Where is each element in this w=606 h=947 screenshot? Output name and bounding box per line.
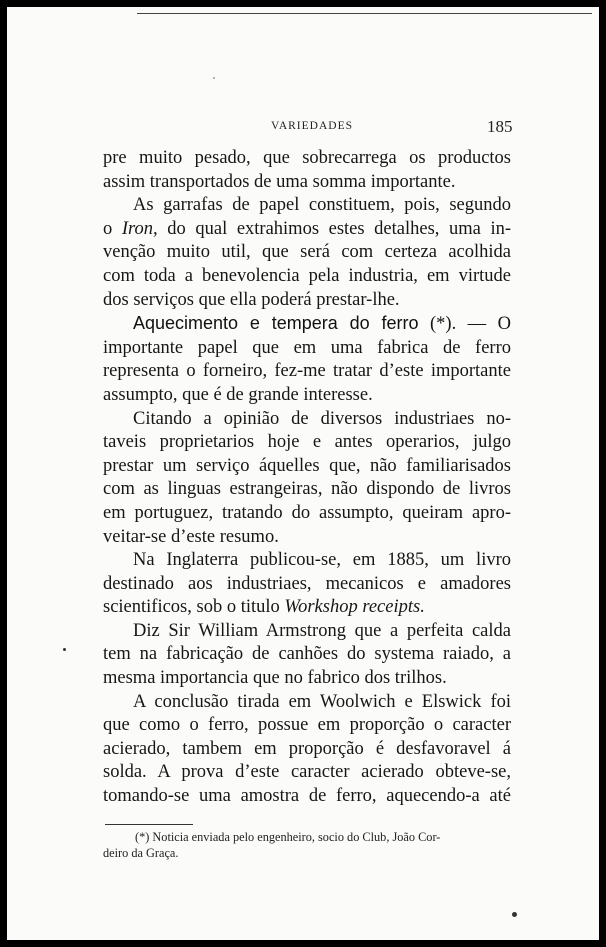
paragraph-2-line: As garrafas de papel constituem, pois, segundo <box>133 195 511 216</box>
paragraph-7-line: tomando-se uma amostra de ferro, aquecendo-a até <box>103 786 511 807</box>
book-page <box>7 7 599 940</box>
italic-title-workshop-receipts: Workshop receipts. <box>284 597 425 618</box>
paragraph-2-line: dos serviços que ella poderá prestar-lhe. <box>103 289 400 310</box>
paragraph-1-line: assim transportados de uma somma importante. <box>103 171 456 192</box>
paragraph-2-line: venção muito util, que será com certeza acolhida <box>103 242 511 263</box>
text-run: (*). — O <box>418 314 511 335</box>
running-head <box>7 117 599 140</box>
page-number: 185 <box>487 117 513 136</box>
paragraph-3-line: importante papel que em uma fabrica de ferro <box>103 337 511 358</box>
paragraph-4-line: em portuguez, tratando do assumpto, queiram apro- <box>103 502 511 523</box>
italic-title-iron: Iron, <box>121 218 158 239</box>
body-text <box>103 147 511 809</box>
paragraph-6-line: Diz Sir William Armstrong que a perfeita calda <box>133 620 511 641</box>
top-edge-rule <box>137 13 592 14</box>
paragraph-1-line: pre muito pesado, que sobrecarrega os productos <box>103 148 511 168</box>
footnote-rule <box>105 824 193 825</box>
ink-speck <box>512 912 517 917</box>
ink-speck <box>213 77 215 79</box>
section-heading: Aquecimento e tempera do ferro <box>133 313 419 334</box>
text-run: scientificos, sob o titulo <box>103 597 285 618</box>
paragraph-4-line: Citando a opinião de diversos industriaes no- <box>133 408 511 429</box>
paragraph-3-line: representa o forneiro, fez-me tratar d’este importante <box>103 361 511 382</box>
paragraph-3-line: assumpto, que é de grande interesse. <box>103 384 373 405</box>
paragraph-3-line <box>103 312 511 337</box>
paragraph-4-line: com as linguas estrangeiras, não dispondo de livros <box>103 479 511 500</box>
paragraph-4-line: taveis proprietarios hoje e antes operarios, julgo <box>103 432 511 453</box>
paragraph-7-line: acierado, tambem em proporção é desfavoravel á <box>103 738 511 759</box>
paragraph-6-line: mesma importancia que no fabrico dos trilhos. <box>103 668 447 689</box>
paragraph-5-line: destinado aos industriaes, mecanicos e amadores <box>103 573 511 594</box>
paragraph-2-line: com toda a benevolencia pela industria, em virtude <box>103 265 511 286</box>
text-run: o <box>103 218 122 239</box>
text-run: do qual extrahimos estes detalhes, uma in- <box>157 218 512 239</box>
footnote-line: (*) Noticia enviada pelo engenheiro, socio do Club, João Cor- <box>135 830 441 844</box>
ink-speck <box>63 648 66 651</box>
paragraph-7-line: que como o ferro, possue em proporção o caracter <box>103 715 511 736</box>
paragraph-7-line: solda. A prova d’este caracter acierado obteve-se, <box>103 762 511 783</box>
footnote-line: deiro da Graça. <box>103 846 179 860</box>
paragraph-5-line <box>103 596 511 620</box>
paragraph-6-line: tem na fabricação de canhões do systema raiado, a <box>103 644 511 665</box>
paragraph-4-line: prestar um serviço áquelles que, não familiarisados <box>103 455 511 476</box>
running-head-title: VARIEDADES <box>271 120 353 132</box>
paragraph-4-line: veitar-se d’este resumo. <box>103 526 279 547</box>
footnote <box>103 829 511 861</box>
paragraph-5-line: Na Inglaterra publicou-se, em 1885, um livro <box>133 550 511 571</box>
paragraph-7-line: A conclusão tirada em Woolwich e Elswick foi <box>133 691 511 712</box>
paragraph-2-line <box>103 218 511 242</box>
